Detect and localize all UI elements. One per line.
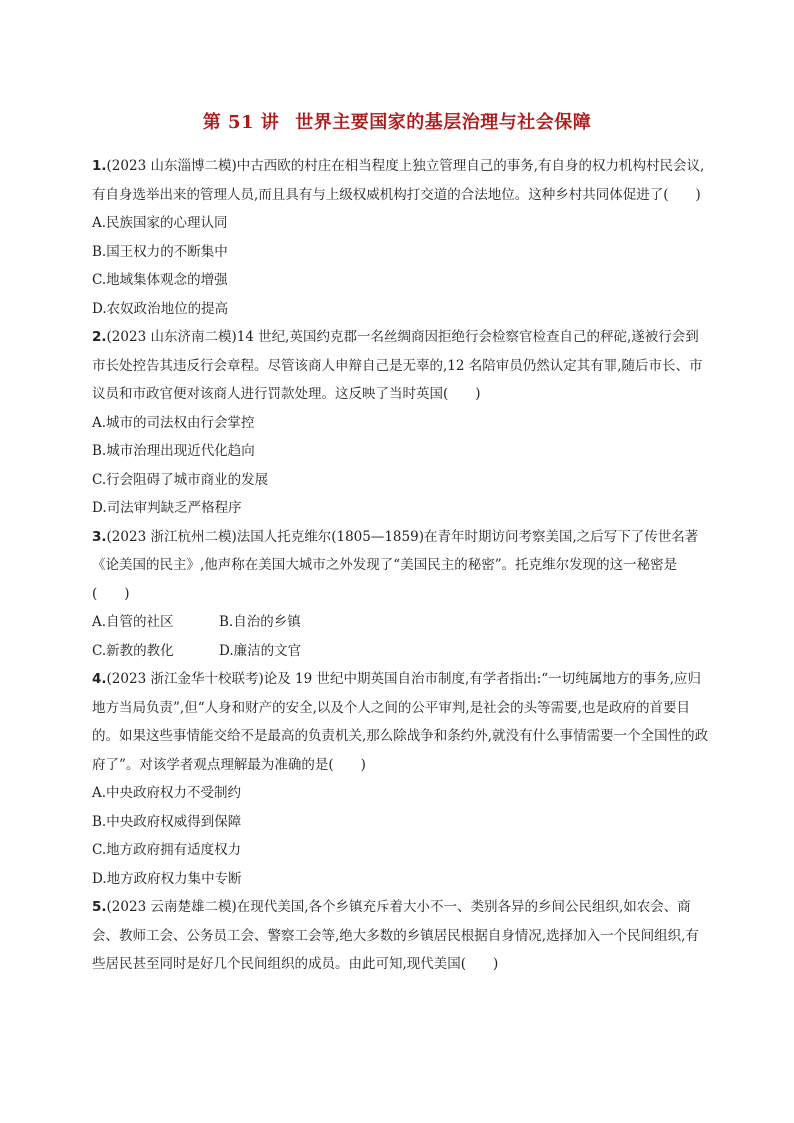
question-3 — [92, 523, 712, 666]
option-c: C.地方政府拥有适度权力 — [92, 842, 242, 858]
option-a: A.中央政府权力不受制约 — [92, 785, 242, 801]
lesson-title: 世界主要国家的基层治理与社会保障 — [295, 112, 592, 133]
question-text: (2023 山东淄博二模)中古西欧的村庄在相当程度上独立管理自己的事务,有自身的权力机构村民会议,有自身选举出来的管理人员,而且具有与上级权威机构打交道的合法地位。这种乡村共同体促进了( ) — [92, 158, 705, 203]
question-number: 3. — [92, 528, 107, 545]
option-a: A.自管的社区 — [92, 614, 174, 630]
lesson-number: 第 51 讲 — [202, 112, 280, 133]
page-title — [0, 108, 794, 134]
option-d: D.司法审判缺乏严格程序 — [92, 500, 242, 516]
question-number: 2. — [92, 329, 107, 345]
question-number: 1. — [92, 158, 107, 174]
question-stem — [92, 152, 712, 209]
question-text: (2023 山东济南二模)14 世纪,英国约克郡一名丝绸商因拒绝行会检察官检查自己的秤砣,遂被行会到市长处控告其违反行会章程。尽管该商人申辩自己是无辜的,12 名陪审员仍然认定其有罪,随后市长、市议员和市政官便对该商人进行罚款处理。这反映了当时英国( ) — [92, 329, 703, 402]
question-number: 4. — [92, 671, 107, 687]
question-5 — [92, 893, 712, 979]
question-text: (2023 云南楚雄二模)在现代美国,各个乡镇充斥着大小不一、类别各异的乡间公民组织,如农会、商会、教师工会、公务员工会、警察工会等,绝大多数的乡镇居民根据自身情况,选择加入一个民间组织,有些居民甚至同时是好几个民间组织的成员。由此可知,现代美国( ) — [92, 899, 699, 972]
question-4 — [92, 665, 712, 893]
question-2 — [92, 323, 712, 523]
option-b: B.国王权力的不断集中 — [92, 243, 228, 260]
option-row — [92, 608, 712, 637]
question-stem — [92, 523, 712, 609]
option-d: D.廉洁的文官 — [219, 642, 302, 659]
question-text: (2023 浙江金华十校联考)论及 19 世纪中期英国自治市制度,有学者指出:“一切纯属地方的事务,应归地方当局负责”,但“人身和财产的安全,以及个人之间的公平审判,是社会的头等需要,也是政府的首要目的。如果这些事情能交给不是最高的负责机关,那么除战争和条约外,就没有什么事情需要一个全国性的政府了”。对该学者观点理解最为准确的是( ) — [92, 671, 709, 773]
option-b: B.城市治理出现近代化趋向 — [92, 443, 255, 459]
option-a: A.城市的司法权由行会掌控 — [92, 414, 255, 431]
option-c: C.行会阻碍了城市商业的发展 — [92, 471, 269, 488]
option-c: C.地域集体观念的增强 — [92, 272, 228, 288]
option-b: B.自治的乡镇 — [219, 614, 301, 630]
question-list — [92, 152, 712, 979]
question-stem — [92, 323, 712, 409]
option-row — [92, 637, 712, 666]
question-number: 5. — [92, 899, 107, 915]
option-b: B.中央政府权威得到保障 — [92, 813, 242, 830]
option-c: C.新教的教化 — [92, 642, 174, 659]
question-stem — [92, 665, 712, 779]
question-text: (2023 浙江杭州二模)法国人托克维尔(1805—1859)在青年时期访问考察美国,之后写下了传世名著《论美国的民主》,他声称在美国大城市之外发现了“美国民主的秘密”。托克维尔发现的这一秘密是( ) — [92, 528, 699, 602]
question-stem — [92, 893, 712, 979]
question-1 — [92, 152, 712, 323]
option-d: D.农奴政治地位的提高 — [92, 300, 229, 317]
option-a: A.民族国家的心理认同 — [92, 215, 228, 231]
option-d: D.地方政府权力集中专断 — [92, 870, 242, 887]
